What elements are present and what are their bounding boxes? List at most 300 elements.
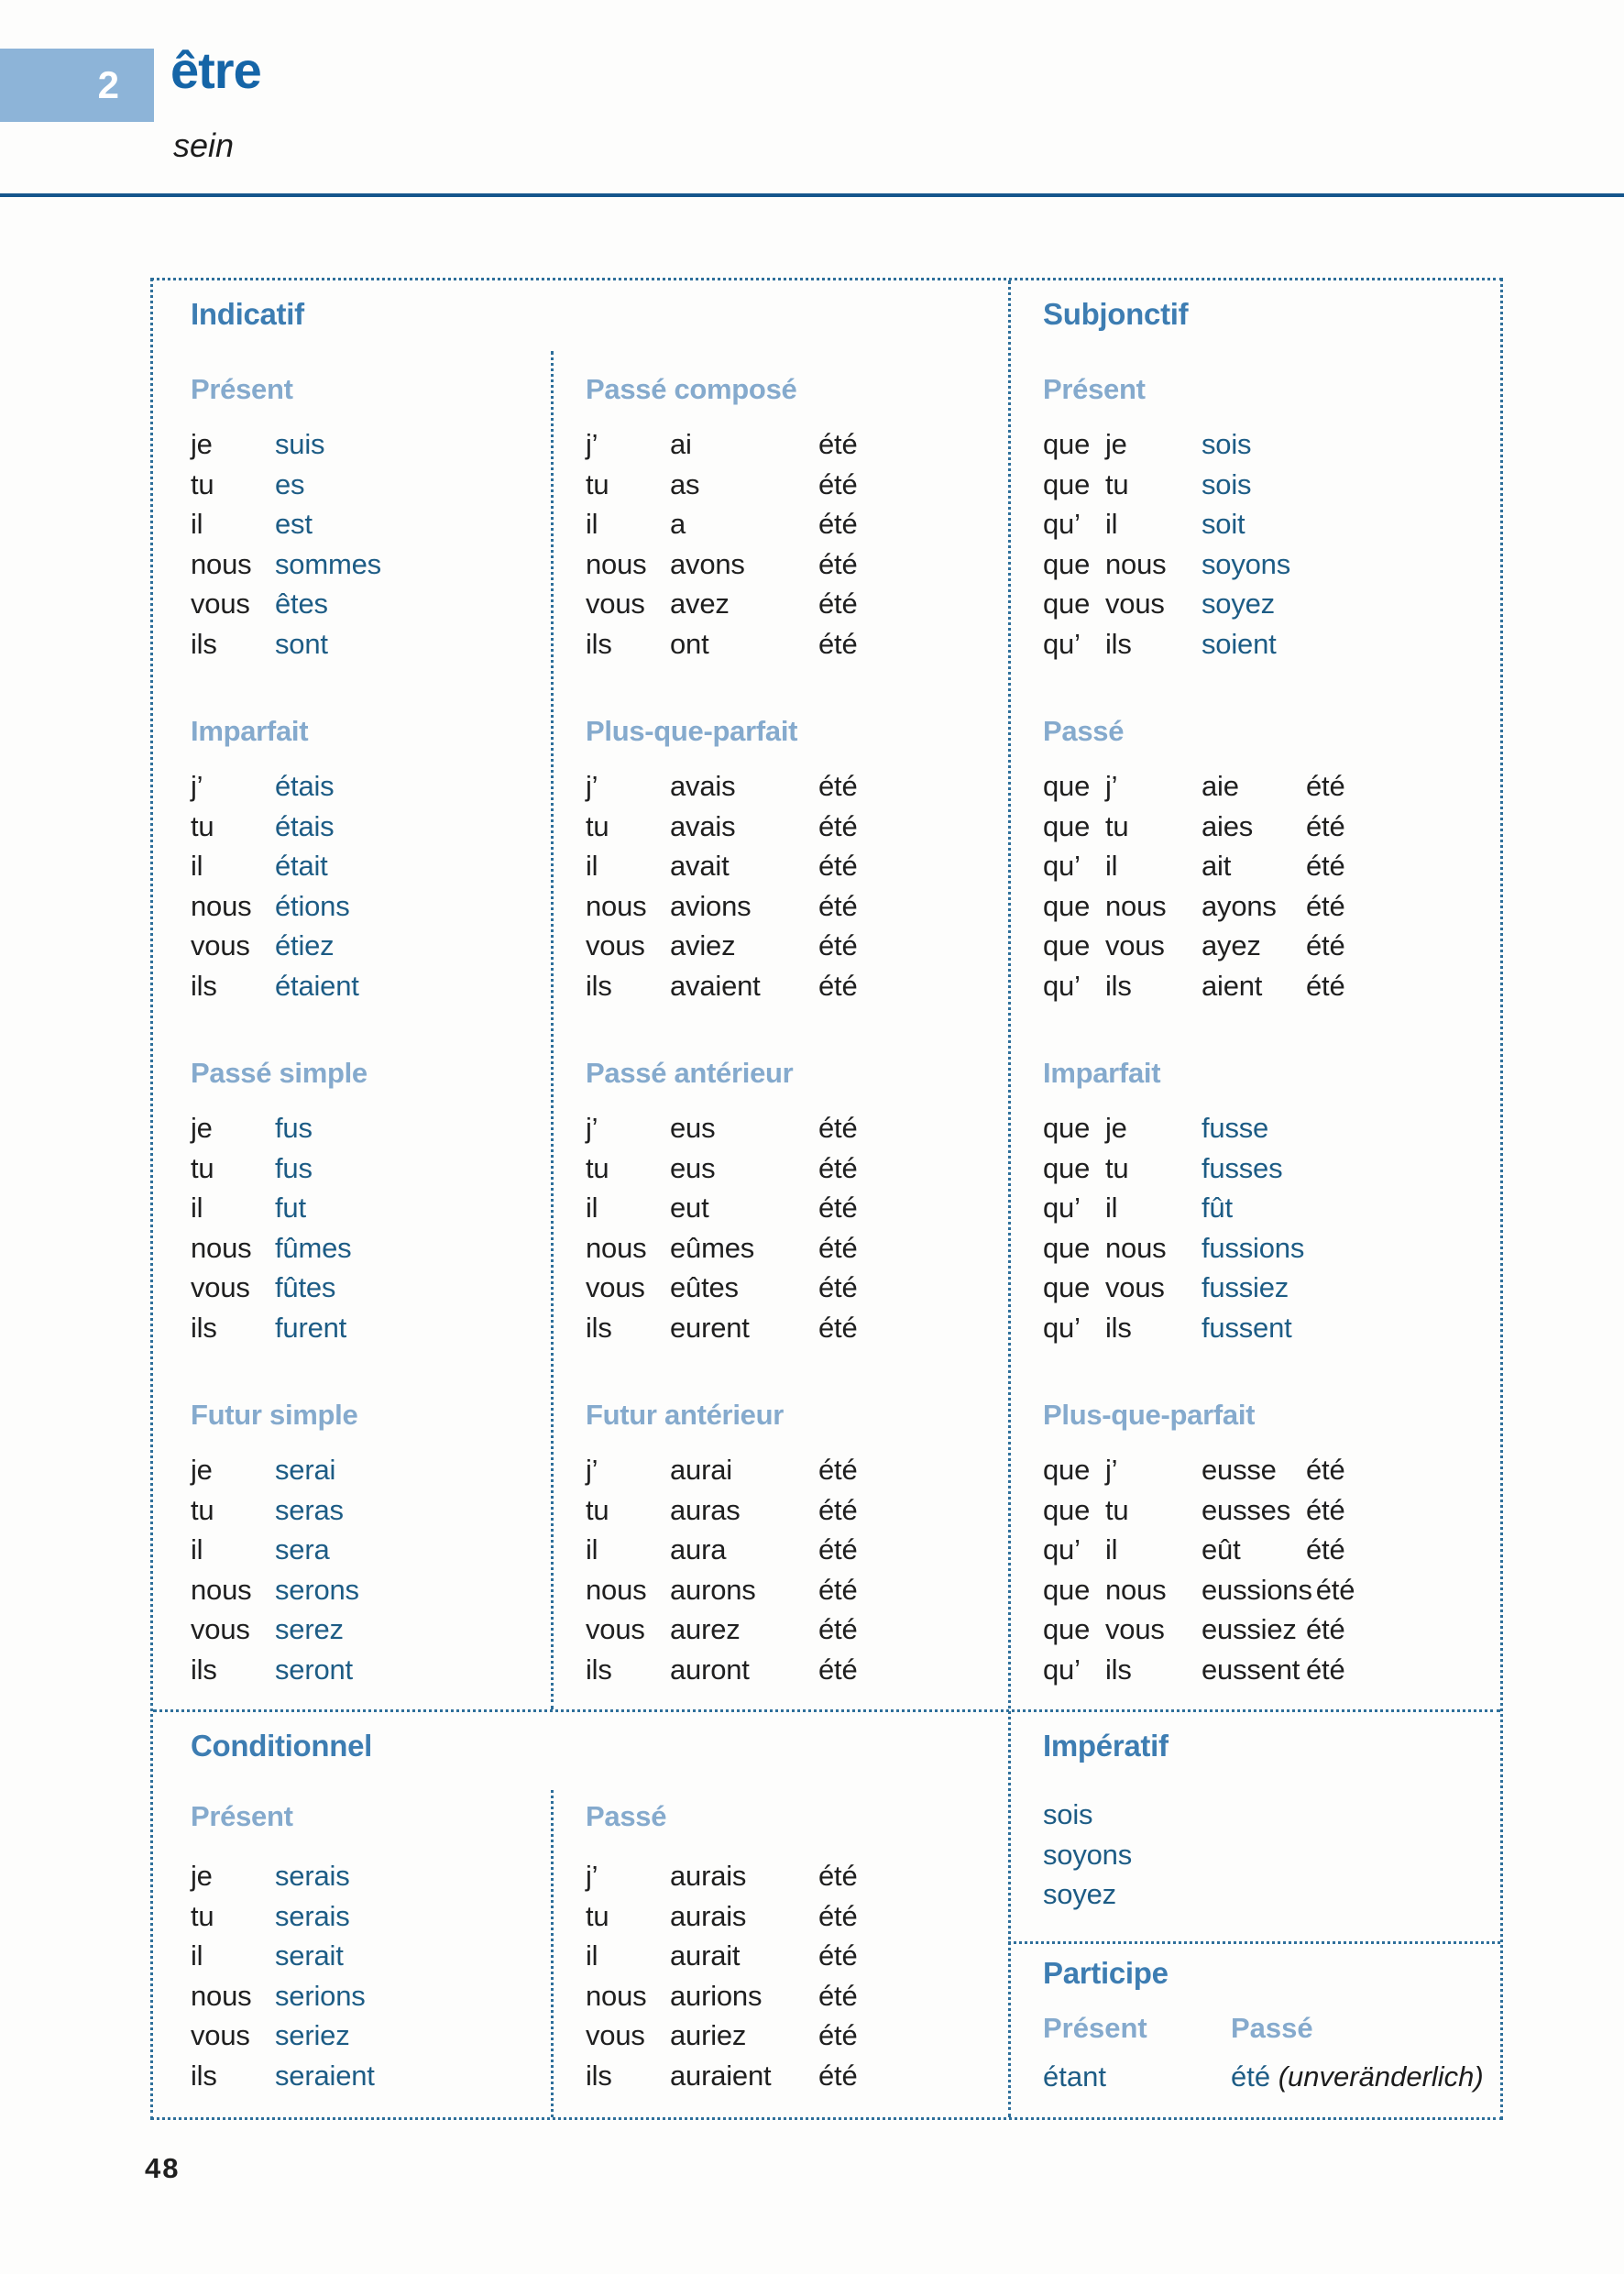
verb-form-cell: soient	[1202, 627, 1277, 660]
divider-conditionnel-columns	[551, 1790, 554, 2117]
auxiliary-cell: eus	[670, 1151, 716, 1184]
pronoun-cell: vous	[586, 2019, 645, 2051]
verb-title: être	[170, 41, 261, 99]
tense-block-subjonctif-imparfait	[1043, 1058, 1304, 1347]
auxiliary-cell: eusses	[1202, 1493, 1291, 1526]
pronoun-cell: tu	[191, 1899, 214, 1932]
conjugation-row	[586, 846, 858, 886]
participle-cell: été	[1306, 1653, 1345, 1686]
verb-form-cell: fûtes	[275, 1271, 336, 1303]
pronoun-cell: tu	[191, 1151, 214, 1184]
conjunction-cell: qu’	[1043, 627, 1081, 660]
verb-form-cell: étaient	[275, 969, 359, 1002]
conjugation-row	[191, 504, 381, 544]
conjugation-row	[1043, 624, 1290, 665]
participle-cell: été	[818, 1573, 858, 1606]
pronoun-cell: ils	[586, 969, 612, 1002]
auxiliary-cell: ont	[670, 627, 709, 660]
pronoun-cell: vous	[191, 1271, 250, 1303]
verb-form-cell: fusses	[1202, 1151, 1283, 1184]
auxiliary-cell: aurais	[670, 1899, 747, 1932]
conjugation-row	[191, 584, 381, 624]
verb-form-cell: fût	[1202, 1192, 1233, 1224]
pronoun-cell: vous	[1105, 1271, 1165, 1303]
conjunction-cell: que	[1043, 1454, 1091, 1486]
pronoun-cell: il	[586, 850, 598, 882]
pronoun-cell: il	[191, 1192, 203, 1224]
tense-label: Passé antérieur	[586, 1057, 794, 1089]
conjunction-cell: que	[1043, 1573, 1091, 1606]
verb-form-cell: étais	[275, 809, 335, 842]
conjugation-row	[191, 846, 359, 886]
pronoun-cell: vous	[191, 1613, 250, 1645]
participle-cell: été	[818, 1860, 858, 1892]
auxiliary-cell: eussiez	[1202, 1613, 1297, 1645]
pronoun-cell: j’	[586, 1112, 598, 1144]
verb-form-cell: fussiez	[1202, 1271, 1289, 1303]
pronoun-cell: je	[191, 1860, 213, 1892]
page-number: 48	[145, 2152, 181, 2184]
pronoun-cell: il	[586, 1939, 598, 1972]
conjugation-row	[1043, 926, 1345, 966]
pronoun-cell: vous	[586, 1613, 645, 1645]
conjugation-row	[191, 424, 381, 465]
conjugation-row	[586, 926, 858, 966]
conjugation-row	[1043, 1188, 1304, 1228]
verb-form-cell: fûmes	[275, 1231, 352, 1264]
participle-cell: été	[818, 2019, 858, 2051]
conjugation-row	[586, 1936, 858, 1976]
divider-imperatif-participe	[1008, 1941, 1500, 1944]
verb-form-cell: seras	[275, 1493, 344, 1526]
conjugation-row	[586, 807, 858, 847]
conjugation-row	[1043, 1795, 1132, 1835]
verb-form-cell: suis	[275, 428, 325, 460]
participe-passe-form	[1231, 2060, 1484, 2093]
participle-cell: été	[818, 1613, 858, 1645]
participle-cell: été	[818, 2059, 858, 2092]
pronoun-cell: nous	[191, 1573, 252, 1606]
tense-label: Imparfait	[191, 715, 309, 747]
pronoun-cell: il	[586, 1192, 598, 1224]
pronoun-cell: il	[1105, 850, 1118, 882]
conjugation-row	[586, 1976, 858, 2016]
pronoun-cell: tu	[1105, 1493, 1129, 1526]
tense-block-conditionnel-passe	[586, 1801, 858, 2095]
mood-heading-subjonctif: Subjonctif	[1043, 297, 1189, 331]
pronoun-cell: j’	[191, 770, 203, 802]
tense-label: Présent	[1043, 373, 1146, 405]
conjugation-row	[1043, 1650, 1355, 1690]
pronoun-cell: vous	[1105, 588, 1165, 620]
verb-form-cell: êtes	[275, 588, 328, 620]
pronoun-cell: j’	[586, 1454, 598, 1486]
conjugation-row	[191, 1609, 359, 1650]
conjugation-row	[191, 2056, 375, 2096]
auxiliary-cell: aurait	[670, 1939, 741, 1972]
auxiliary-cell: aie	[1202, 770, 1239, 802]
participle-cell: été	[1306, 929, 1345, 961]
auxiliary-cell: aurons	[670, 1573, 756, 1606]
tense-block-indicatif-plus-que-parfait	[586, 716, 858, 1005]
conjugation-row	[191, 966, 359, 1006]
auxiliary-cell: aurais	[670, 1860, 747, 1892]
tense-label: Présent	[191, 1800, 293, 1832]
participle-cell: été	[1306, 969, 1345, 1002]
verb-form-cell: sois	[1202, 467, 1252, 500]
participle-cell: été	[818, 547, 858, 580]
participle-cell: été	[818, 467, 858, 500]
participle-cell: été	[1306, 1493, 1345, 1526]
auxiliary-cell: ai	[670, 428, 692, 460]
tense-label: Plus-que-parfait	[586, 715, 798, 747]
verb-form-cell: seraient	[275, 2059, 375, 2092]
verb-form-cell: soyez	[1043, 1878, 1116, 1910]
conjugation-row	[191, 465, 381, 505]
pronoun-cell: il	[1105, 1533, 1118, 1565]
pronoun-cell: tu	[1105, 1151, 1129, 1184]
participle-cell: été	[1306, 809, 1345, 842]
conjunction-cell: que	[1043, 428, 1091, 460]
auxiliary-cell: avez	[670, 588, 730, 620]
conjugation-row	[191, 1936, 375, 1976]
tense-block-indicatif-present	[191, 374, 381, 664]
tense-block-indicatif-futur-anterieur	[586, 1400, 858, 1689]
auxiliary-cell: eût	[1202, 1533, 1241, 1565]
conjugation-row	[1043, 886, 1345, 927]
pronoun-cell: ils	[1105, 969, 1132, 1002]
conjugation-row	[1043, 465, 1290, 505]
pronoun-cell: vous	[586, 929, 645, 961]
conjunction-cell: qu’	[1043, 508, 1081, 540]
auxiliary-cell: avait	[670, 850, 730, 882]
conjugation-row	[586, 1148, 858, 1189]
pronoun-cell: j’	[586, 428, 598, 460]
participle-cell: été	[818, 1112, 858, 1144]
conjunction-cell: que	[1043, 467, 1091, 500]
tense-block-indicatif-imparfait	[191, 716, 359, 1005]
tense-block-conditionnel-present	[191, 1801, 375, 2095]
conjunction-cell: que	[1043, 547, 1091, 580]
conjugation-row	[191, 1268, 368, 1308]
conjugation-row	[191, 1976, 375, 2016]
verb-form-cell: serais	[275, 1860, 350, 1892]
pronoun-cell: j’	[586, 1860, 598, 1892]
verb-form-cell: fut	[275, 1192, 306, 1224]
pronoun-cell: il	[1105, 1192, 1118, 1224]
conjugation-row	[586, 504, 858, 544]
pronoun-cell: nous	[191, 547, 252, 580]
verb-form-cell: serez	[275, 1613, 344, 1645]
auxiliary-cell: auraient	[670, 2059, 772, 2092]
pronoun-cell: tu	[1105, 467, 1129, 500]
pronoun-cell: il	[586, 508, 598, 540]
auxiliary-cell: ayez	[1202, 929, 1261, 961]
tense-block-indicatif-futur-simple	[191, 1400, 359, 1689]
auxiliary-cell: eûmes	[670, 1231, 755, 1264]
pronoun-cell: nous	[1105, 1573, 1167, 1606]
pronoun-cell: je	[1105, 428, 1127, 460]
participe-present-form: étant	[1043, 2060, 1106, 2093]
pronoun-cell: vous	[586, 1271, 645, 1303]
pronoun-cell: ils	[191, 2059, 217, 2092]
auxiliary-cell: eûtes	[670, 1271, 739, 1303]
tense-block-subjonctif-passe	[1043, 716, 1345, 1005]
participle-cell: été	[1306, 770, 1345, 802]
participle-cell: été	[818, 428, 858, 460]
pronoun-cell: ils	[1105, 1653, 1132, 1686]
conjugation-row	[191, 1308, 368, 1348]
verb-form-cell: sont	[275, 627, 328, 660]
auxiliary-cell: eurent	[670, 1311, 750, 1344]
conjugation-row	[1043, 1530, 1355, 1570]
verb-form-cell: fus	[275, 1151, 313, 1184]
pronoun-cell: nous	[1105, 547, 1167, 580]
mood-heading-indicatif: Indicatif	[191, 297, 304, 331]
conjugation-row	[191, 1650, 359, 1690]
auxiliary-cell: eusse	[1202, 1454, 1277, 1486]
auxiliary-cell: a	[670, 508, 686, 540]
participle-cell: été	[1306, 889, 1345, 922]
conjugation-row	[191, 1450, 359, 1490]
auxiliary-cell: eus	[670, 1112, 716, 1144]
auxiliary-cell: avions	[670, 889, 752, 922]
pronoun-cell: je	[1105, 1112, 1127, 1144]
participle-cell: été	[818, 1311, 858, 1344]
conjugation-row	[191, 926, 359, 966]
pronoun-cell: tu	[586, 809, 609, 842]
verb-form-cell: soyons	[1202, 547, 1291, 580]
participle-cell: été	[818, 627, 858, 660]
participle-cell: été	[818, 1271, 858, 1303]
pronoun-cell: il	[1105, 508, 1118, 540]
conjugation-row	[1043, 966, 1345, 1006]
conjunction-cell: que	[1043, 770, 1091, 802]
tense-label: Passé	[586, 1800, 667, 1832]
conjugation-row	[191, 1530, 359, 1570]
conjugation-row	[586, 584, 858, 624]
pronoun-cell: ils	[586, 1311, 612, 1344]
pronoun-cell: il	[191, 1939, 203, 1972]
auxiliary-cell: eut	[670, 1192, 709, 1224]
pronoun-cell: tu	[586, 1151, 609, 1184]
conjugation-row	[191, 1148, 368, 1189]
conjugation-row	[586, 766, 858, 807]
participle-cell: été	[818, 1533, 858, 1565]
pronoun-cell: ils	[1105, 627, 1132, 660]
pronoun-cell: il	[191, 1533, 203, 1565]
participle-cell: été	[818, 508, 858, 540]
tense-label: Plus-que-parfait	[1043, 1399, 1256, 1431]
imperatif-forms	[1043, 1795, 1132, 1915]
pronoun-cell: vous	[1105, 1613, 1165, 1645]
verb-form-cell: était	[275, 850, 328, 882]
participle-cell: été	[1306, 1454, 1345, 1486]
conjugation-row	[586, 886, 858, 927]
participle-cell: été	[1306, 1613, 1345, 1645]
participle-cell: été	[818, 850, 858, 882]
conjunction-cell: que	[1043, 588, 1091, 620]
conjugation-row	[1043, 1308, 1304, 1348]
participle-cell: été	[818, 1151, 858, 1184]
pronoun-cell: nous	[586, 1979, 647, 2012]
auxiliary-cell: avons	[670, 547, 745, 580]
pronoun-cell: il	[191, 508, 203, 540]
conjugation-row	[586, 1530, 858, 1570]
pronoun-cell: ils	[191, 1653, 217, 1686]
pronoun-cell: ils	[586, 627, 612, 660]
verb-form-cell: étais	[275, 770, 335, 802]
conjugation-row	[191, 624, 381, 665]
conjunction-cell: que	[1043, 809, 1091, 842]
pronoun-cell: nous	[191, 1979, 252, 2012]
conjugation-row	[191, 1570, 359, 1610]
auxiliary-cell: aurions	[670, 1979, 763, 2012]
verb-form-cell: seriez	[275, 2019, 350, 2051]
auxiliary-cell: aies	[1202, 809, 1254, 842]
participle-cell: été	[818, 1231, 858, 1264]
verb-form-cell: serons	[275, 1573, 359, 1606]
verb-form-cell: furent	[275, 1311, 347, 1344]
conjugation-row	[586, 1228, 858, 1269]
conjunction-cell: qu’	[1043, 850, 1081, 882]
divider-main-horizontal	[153, 1709, 1500, 1712]
pronoun-cell: je	[191, 1454, 213, 1486]
divider-indicatif-columns	[551, 351, 554, 1709]
conjugation-row	[1043, 1570, 1355, 1610]
participle-cell: été	[1315, 1573, 1355, 1606]
pronoun-cell: je	[191, 428, 213, 460]
verb-form-cell: sois	[1202, 428, 1252, 460]
conjugation-row	[1043, 544, 1290, 585]
participle-cell: été	[818, 588, 858, 620]
conjugation-row	[1043, 1228, 1304, 1269]
conjunction-cell: qu’	[1043, 1653, 1081, 1686]
conjugation-row	[586, 424, 858, 465]
auxiliary-cell: avais	[670, 809, 736, 842]
pronoun-cell: nous	[1105, 889, 1167, 922]
tense-label: Passé simple	[191, 1057, 368, 1089]
participe-present-label: Présent	[1043, 2012, 1147, 2044]
conjugation-row	[586, 1450, 858, 1490]
unit-number-badge: 2	[0, 49, 154, 122]
conjunction-cell: que	[1043, 1112, 1091, 1144]
conjugation-row	[191, 1856, 375, 1896]
pronoun-cell: vous	[191, 929, 250, 961]
verb-form-cell: sois	[1043, 1798, 1093, 1830]
conjugation-row	[586, 544, 858, 585]
tense-label: Imparfait	[1043, 1057, 1161, 1089]
conjugation-row	[586, 1856, 858, 1896]
conjunction-cell: qu’	[1043, 1311, 1081, 1344]
pronoun-cell: j’	[1105, 1454, 1118, 1486]
conjugation-row	[191, 807, 359, 847]
conjugation-row	[191, 1108, 368, 1148]
mood-heading-conditionnel: Conditionnel	[191, 1729, 373, 1763]
auxiliary-cell: aient	[1202, 969, 1263, 1002]
verb-form-cell: sommes	[275, 547, 381, 580]
conjugation-row	[191, 2016, 375, 2056]
tense-label: Présent	[191, 373, 293, 405]
pronoun-cell: nous	[586, 547, 647, 580]
pronoun-cell: il	[191, 850, 203, 882]
conjunction-cell: qu’	[1043, 1192, 1081, 1224]
pronoun-cell: nous	[586, 889, 647, 922]
verb-form-cell: serait	[275, 1939, 344, 1972]
pronoun-cell: tu	[586, 1493, 609, 1526]
conjugation-row	[586, 624, 858, 665]
conjugation-row	[586, 1650, 858, 1690]
conjunction-cell: que	[1043, 1231, 1091, 1264]
pronoun-cell: vous	[191, 2019, 250, 2051]
auxiliary-cell: auras	[670, 1493, 741, 1526]
participle-cell: été	[1306, 850, 1345, 882]
verb-form-cell: serais	[275, 1899, 350, 1932]
verb-form-cell: serai	[275, 1454, 336, 1486]
auxiliary-cell: aurai	[670, 1454, 732, 1486]
participle-cell: été	[818, 770, 858, 802]
conjugation-row	[1043, 1108, 1304, 1148]
verb-form-cell: fussions	[1202, 1231, 1305, 1264]
verb-form-cell: seront	[275, 1653, 353, 1686]
participle-cell: été	[818, 1493, 858, 1526]
pronoun-cell: j’	[586, 770, 598, 802]
conjugation-row	[586, 465, 858, 505]
participle-cell: été	[818, 969, 858, 1002]
verb-translation: sein	[173, 126, 235, 164]
conjugation-row	[191, 544, 381, 585]
participle-cell: été	[818, 929, 858, 961]
conjugation-row	[586, 1609, 858, 1650]
verb-form-cell: soyez	[1202, 588, 1275, 620]
conjugation-row	[1043, 584, 1290, 624]
conjugation-row	[1043, 766, 1345, 807]
participle-cell: été	[818, 889, 858, 922]
auxiliary-cell: auriez	[670, 2019, 747, 2051]
pronoun-cell: il	[586, 1533, 598, 1565]
conjugation-row	[191, 1228, 368, 1269]
conjunction-cell: que	[1043, 889, 1091, 922]
conjunction-cell: qu’	[1043, 969, 1081, 1002]
participle-word: été	[1231, 2060, 1271, 2093]
conjugation-row	[191, 1188, 368, 1228]
conjunction-cell: que	[1043, 1613, 1091, 1645]
conjugation-row	[586, 1188, 858, 1228]
participle-cell: été	[818, 1454, 858, 1486]
pronoun-cell: nous	[191, 1231, 252, 1264]
mood-heading-imperatif: Impératif	[1043, 1729, 1169, 1763]
pronoun-cell: nous	[586, 1573, 647, 1606]
participle-cell: été	[818, 1939, 858, 1972]
participle-cell: été	[818, 1899, 858, 1932]
divider-main-vertical	[1008, 280, 1011, 2117]
tense-label: Futur simple	[191, 1399, 358, 1431]
conjugation-row	[586, 1490, 858, 1531]
conjugation-row	[1043, 1835, 1132, 1875]
pronoun-cell: tu	[586, 1899, 609, 1932]
verb-form-cell: es	[275, 467, 305, 500]
auxiliary-cell: as	[670, 467, 700, 500]
tense-label: Passé	[1043, 715, 1125, 747]
pronoun-cell: tu	[586, 467, 609, 500]
pronoun-cell: ils	[1105, 1311, 1132, 1344]
auxiliary-cell: ayons	[1202, 889, 1277, 922]
auxiliary-cell: avais	[670, 770, 736, 802]
conjunction-cell: que	[1043, 1493, 1091, 1526]
conjugation-row	[586, 1896, 858, 1937]
pronoun-cell: vous	[586, 588, 645, 620]
verb-form-cell: étions	[275, 889, 350, 922]
